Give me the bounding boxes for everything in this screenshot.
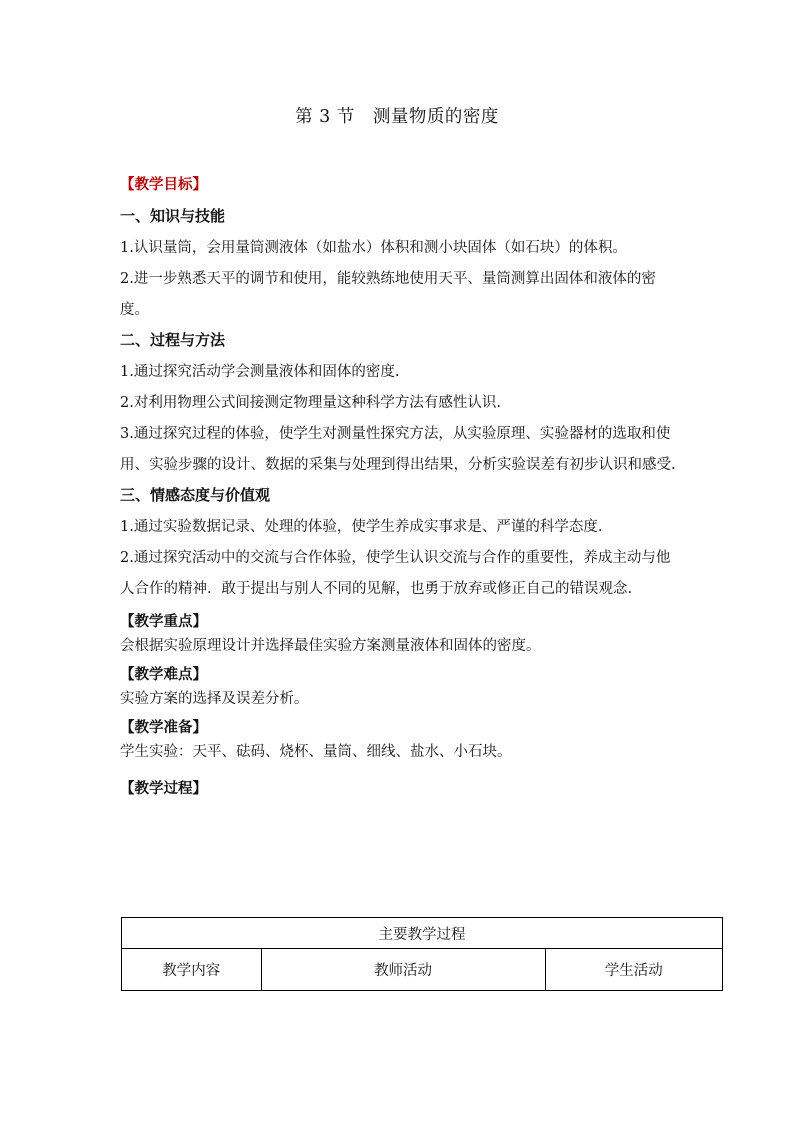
preparation-heading: 【教学准备】: [120, 719, 207, 736]
table-caption: 主要教学过程: [122, 918, 723, 949]
process-heading: 【教学过程】: [120, 780, 207, 797]
attitude-item-2: 2.通过探究活动中的交流与合作体验，使学生认识交流与合作的重要性，养成主动与他人合作的精神．敢于提出与别人不同的见解，也勇于放弃或修正自己的错误观念.: [120, 550, 671, 597]
document-body: [120, 171, 684, 801]
attitude-item-1: 1.通过实验数据记录、处理的体验，使学生养成实事求是、严谨的科学态度.: [120, 519, 603, 535]
preparation-text: 学生实验：天平、砝码、烧杯、量筒、细线、盐水、小石块。: [120, 744, 512, 760]
process-item-2: 2.对利用物理公式间接测定物理量这种科学方法有感性认识.: [120, 395, 501, 411]
key-points-text: 会根据实验原理设计并选择最佳实验方案测量液体和固体的密度。: [120, 638, 541, 654]
difficulties-text: 实验方案的选择及误差分析。: [120, 691, 309, 707]
key-points-heading: 【教学重点】: [120, 613, 207, 630]
process-item-3: 3.通过探究过程的体验，使学生对测量性探究方法，从实验原理、实验器材的选取和使用、实验步骤的设计、数据的采集与处理到得出结果，分析实验误差有初步认识和感受.: [120, 426, 676, 473]
column-header-student: 学生活动: [545, 949, 722, 991]
teaching-process-table: [121, 917, 723, 991]
knowledge-item-1: 1.认识量筒，会用量筒测液体（如盐水）体积和测小块固体（如石块）的体积。: [120, 240, 627, 256]
page-title: 第 3 节 测量物质的密度: [295, 107, 499, 127]
knowledge-item-2: 2.进一步熟悉天平的调节和使用，能较熟练地使用天平、量筒测算出固体和液体的密度。: [120, 271, 656, 318]
difficulties-heading: 【教学难点】: [120, 666, 207, 683]
section-heading-knowledge: 一、知识与技能: [120, 207, 226, 225]
process-item-1: 1.通过探究活动学会测量液体和固体的密度.: [120, 364, 400, 380]
column-header-teacher: 教师活动: [261, 949, 545, 991]
objectives-heading: 【教学目标】: [120, 176, 207, 193]
table-header-row: [122, 949, 723, 991]
section-heading-attitude: 三、情感态度与价值观: [120, 486, 271, 504]
column-header-content: 教学内容: [122, 949, 262, 991]
section-heading-process: 二、过程与方法: [120, 331, 226, 349]
table-caption-row: [122, 918, 723, 949]
